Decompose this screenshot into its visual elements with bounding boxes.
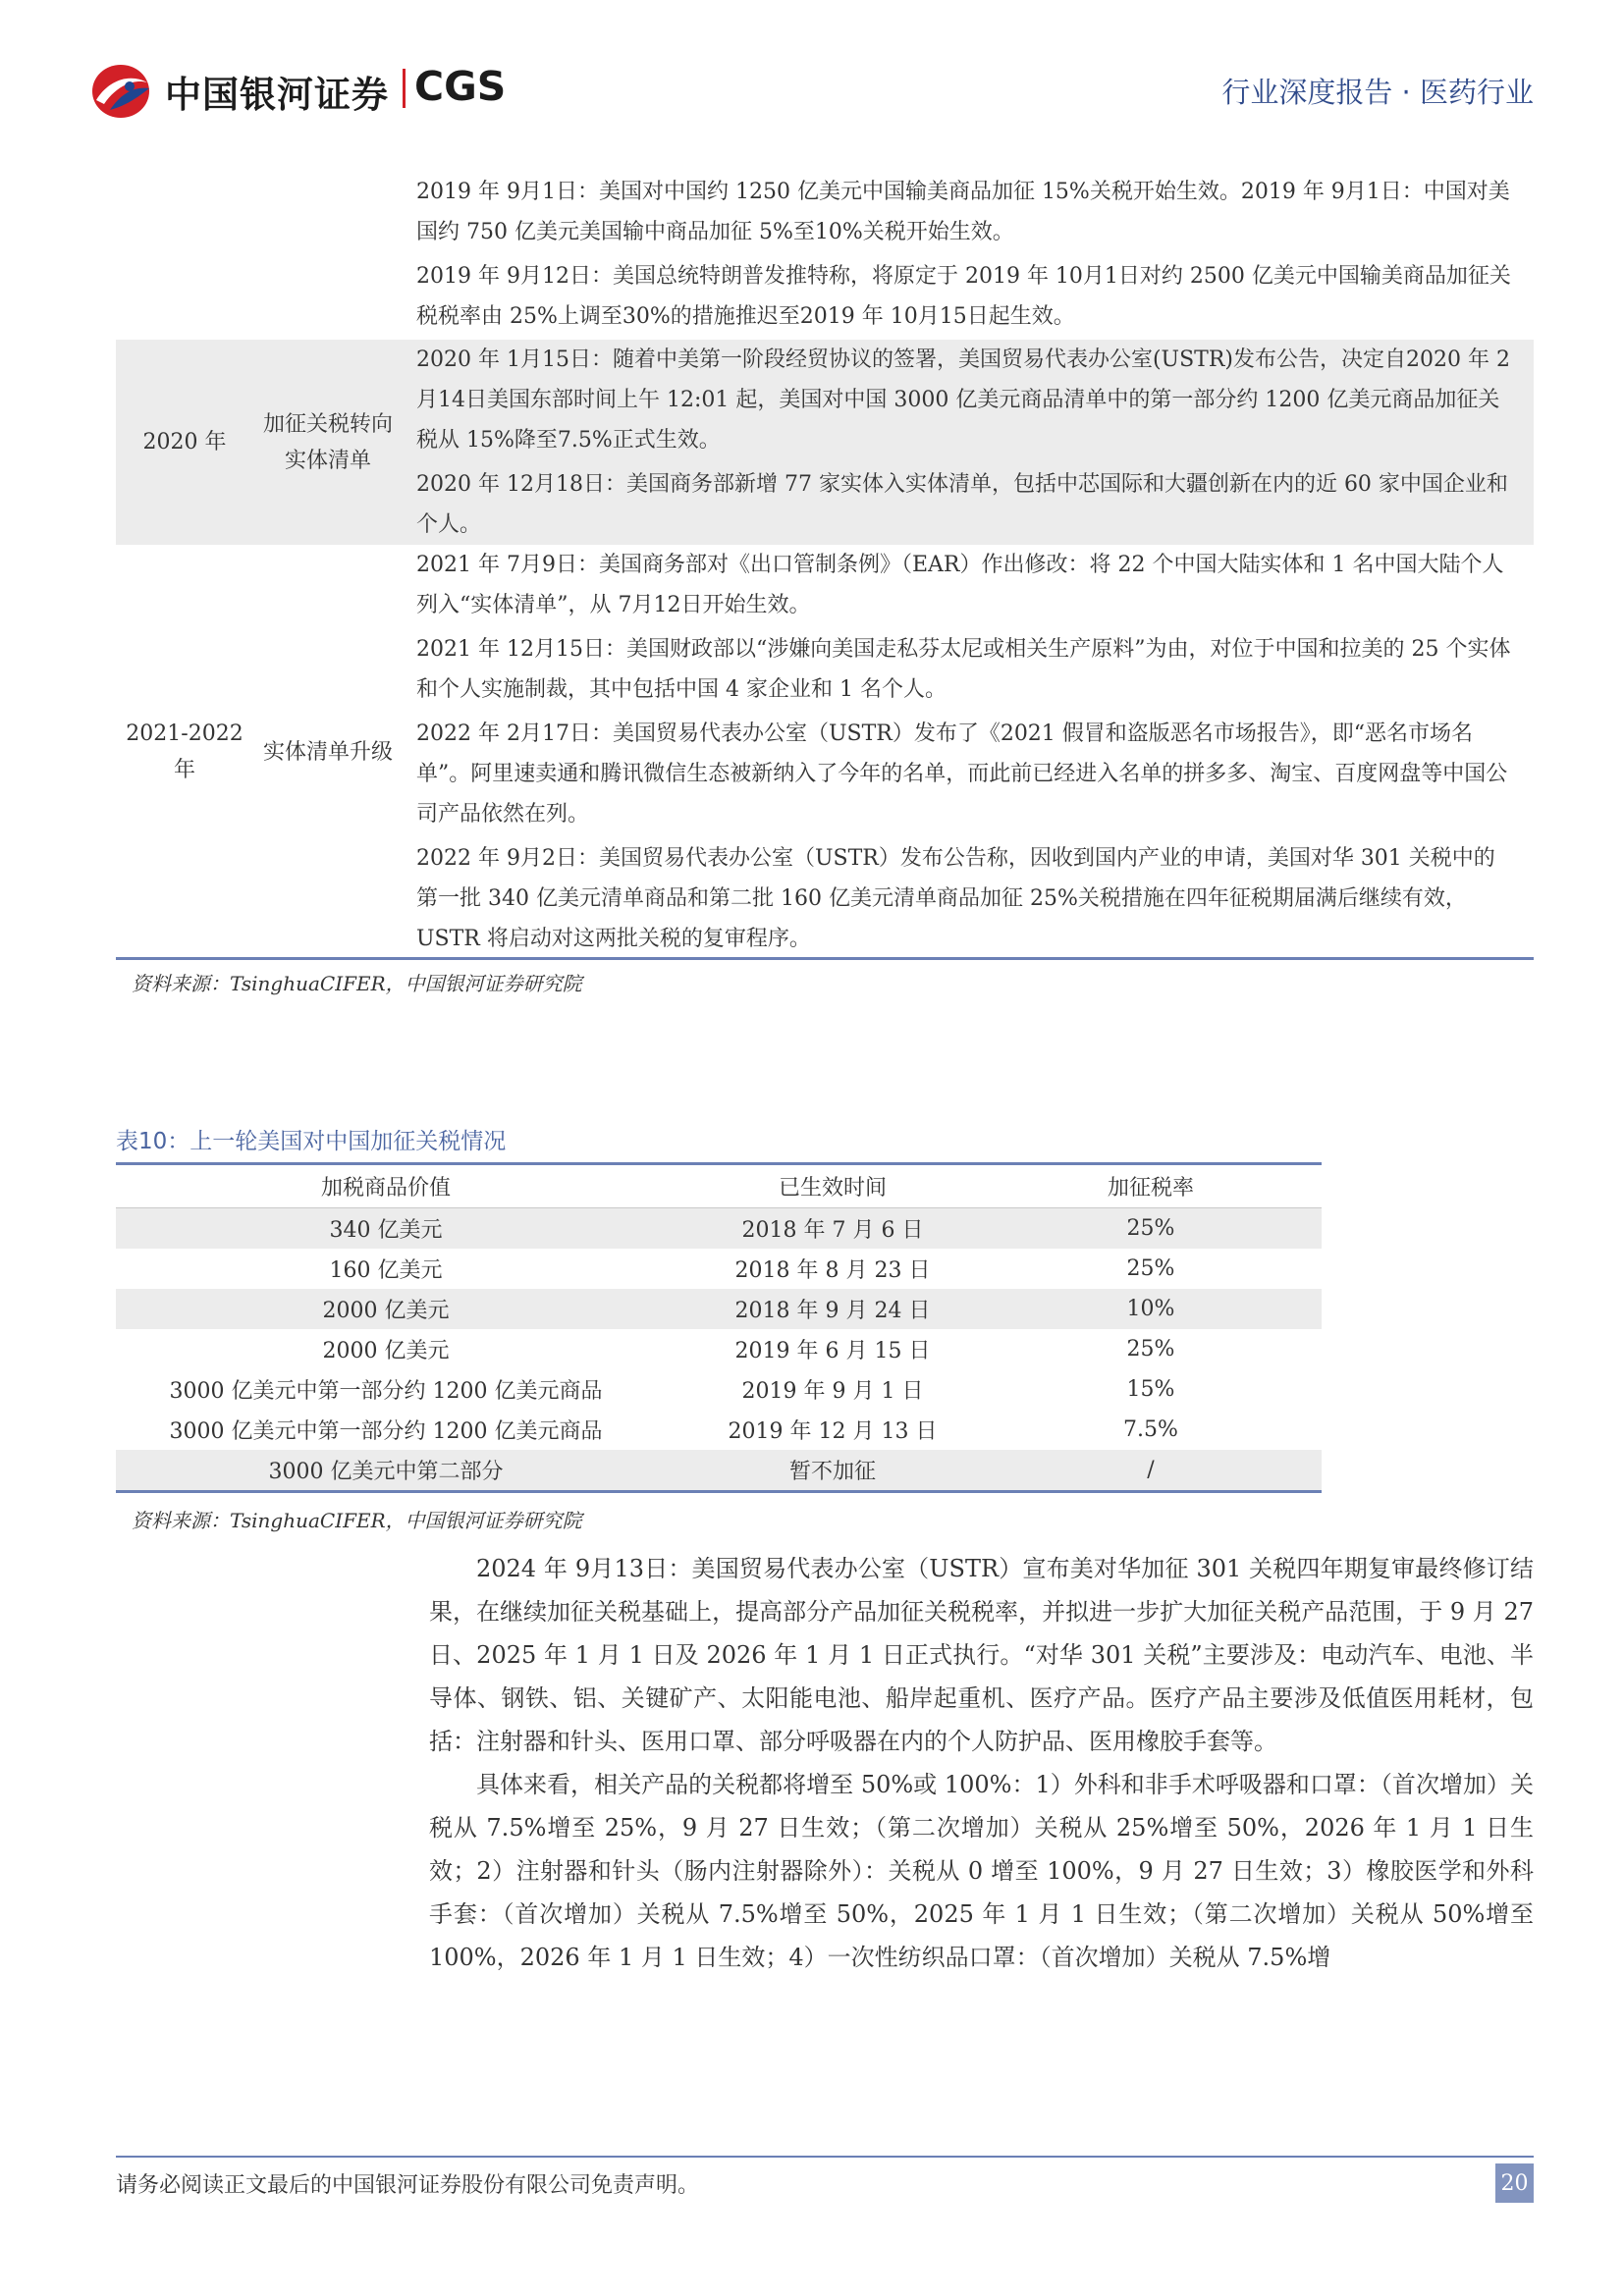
year-cell: 2020 年 (142, 430, 227, 454)
tariff-rate-cell: 15% (1126, 1377, 1175, 1402)
timeline-table (116, 172, 1534, 959)
galaxy-logo-icon (90, 63, 151, 120)
detail-cell (403, 172, 1534, 337)
table-source-note: 资料来源：TsinghuaCIFER，中国银河证券研究院 (132, 972, 582, 995)
detail-text: 2022 年 9月2日：美国贸易代表办公室（USTR）发布公告称，因收到国内产业的申请，美国对华 301 关税中的第一批 340 亿美元清单商品和第二批 160 亿美元清单商品加征 25%关税措施在四年征税期届满后继续有效，USTR 将启动对这两批关税的复审程序。 (416, 846, 1495, 951)
event-cell: 加征关税转向实体清单 (262, 411, 393, 473)
table-row (116, 1369, 1322, 1410)
goods-value-cell: 340 亿美元 (329, 1218, 443, 1243)
table-header-row (116, 1165, 1322, 1208)
logo-chinese-name: 中国银河证券 (165, 74, 389, 116)
column-header: 加征税率 (1107, 1176, 1194, 1201)
detail-text: 2022 年 2月17日：美国贸易代表办公室（USTR）发布了《2021 假冒和盗版恶名市场报告》，即“恶名市场名单”。阿里速卖通和腾讯微信生态被新纳入了今年的名单，而此前已经进入名单的拼多多、淘宝、百度网盘等中国公司产品依然在列。 (416, 721, 1508, 827)
table-row (116, 340, 1534, 545)
effective-date-cell: 暂不加征 (788, 1460, 876, 1484)
table-row (116, 545, 1534, 959)
detail-text: 2020 年 1月15日：随着中美第一阶段经贸协议的签署，美国贸易代表办公室(USTR)发布公告，决定自2020 年 2月14日美国东部时间上午 12:01 起，美国对中国 3000 亿美元商品清单中的第一部分约 1200 亿美元商品加征关税从 15%降至7.5%正式生效。 (416, 347, 1510, 453)
table-caption: 表10：上一轮美国对中国加征关税情况 (116, 1129, 507, 1154)
goods-value-cell: 3000 亿美元中第二部分 (268, 1460, 504, 1484)
year-cell: 2021-2022 年 (126, 721, 244, 782)
table-row (116, 1208, 1322, 1249)
table-bottom-rule (116, 957, 1534, 960)
detail-text: 2021 年 7月9日：美国商务部对《出口管制条例》（EAR）作出修改：将 22 个中国大陆实体和 1 名中国大陆个人列入“实体清单”，从 7月12日开始生效。 (416, 553, 1504, 617)
report-type-label: 行业深度报告 · 医药行业 (1221, 76, 1534, 109)
detail-text: 2019 年 9月12日：美国总统特朗普发推特称，将原定于 2019 年 10月1日对约 2500 亿美元中国输美商品加征关税税率由 25%上调至30%的措施推迟至2019 年 10月15日起生效。 (416, 264, 1511, 329)
goods-value-cell: 3000 亿美元中第一部分约 1200 亿美元商品 (169, 1419, 603, 1444)
tariff-rate-cell: 25% (1126, 1256, 1175, 1281)
detail-cell (403, 545, 1534, 959)
effective-date-cell: 2018 年 9 月 24 日 (734, 1299, 931, 1323)
logo-english-name: CGS (414, 63, 507, 110)
goods-value-cell: 2000 亿美元 (322, 1299, 450, 1323)
column-header: 加税商品价值 (320, 1176, 451, 1201)
tariff-rate-cell: / (1147, 1458, 1155, 1482)
effective-date-cell: 2018 年 8 月 23 日 (734, 1258, 931, 1283)
goods-value-cell: 160 亿美元 (329, 1258, 443, 1283)
page-header (0, 0, 1624, 128)
table-row (116, 1410, 1322, 1450)
table-row (116, 1450, 1322, 1490)
effective-date-cell: 2019 年 9 月 1 日 (741, 1379, 924, 1404)
event-cell (253, 172, 403, 337)
footer-disclaimer: 请务必阅读正文最后的中国银河证券股份有限公司免责声明。 (116, 2173, 700, 2198)
detail-text: 2019 年 9月1日：美国对中国约 1250 亿美元中国输美商品加征 15%关税开始生效。2019 年 9月1日：中国对美国约 750 亿美元美国输中商品加征 5%至10%关税开始生效。 (416, 180, 1510, 244)
body-paragraph: 2024 年 9月13日：美国贸易代表办公室（USTR）宣布美对华加征 301 关税四年期复审最终修订结果，在继续加征关税基础上，提高部分产品加征关税税率，并拟进一步扩大加征关税产品范围，于 9 月 27 日、2025 年 1 月 1 日及 2026 年 1 月 1 日正式执行。“对华 301 关税”主要涉及：电动汽车、电池、半导体、钢铁、铝、关键矿产、太阳能电池、船岸起重机、医疗产品。医疗产品主要涉及低值医用耗材，包括：注射器和针头、医用口罩、部分呼吸器在内的个人防护品、医用橡胶手套等。 (429, 1555, 1534, 1755)
tariff-rate-cell: 25% (1126, 1337, 1175, 1362)
footer-rule (116, 2156, 1534, 2158)
goods-value-cell: 2000 亿美元 (322, 1339, 450, 1363)
page-number: 20 (1495, 2163, 1534, 2203)
body-paragraph: 具体来看，相关产品的关税都将增至 50%或 100%：1）外科和非手术呼吸器和口罩：（首次增加）关税从 7.5%增至 25%，9 月 27 日生效；（第二次增加）关税从 25%增至 50%，2026 年 1 月 1 日生效；2）注射器和针头（肠内注射器除外）：关税从 0 增至 100%，9 月 27 日生效；3）橡胶医学和外科手套：（首次增加）关税从 7.5%增至 50%，2025 年 1 月 1 日生效；（第二次增加）关税从 50%增至 100%，2026 年 1 月 1 日生效；4）一次性纺织品口罩：（首次增加）关税从 7.5%增 (429, 1771, 1534, 1971)
effective-date-cell: 2019 年 6 月 15 日 (734, 1339, 931, 1363)
tariff-rate-cell: 25% (1126, 1216, 1175, 1241)
effective-date-cell: 2018 年 7 月 6 日 (741, 1218, 924, 1243)
event-cell: 实体清单升级 (262, 739, 393, 765)
table-row (116, 1249, 1322, 1289)
tariff-rate-cell: 10% (1126, 1297, 1175, 1321)
table-row (116, 1329, 1322, 1369)
table-row (116, 1289, 1322, 1329)
goods-value-cell: 3000 亿美元中第一部分约 1200 亿美元商品 (169, 1379, 603, 1404)
detail-cell (403, 340, 1534, 545)
detail-text: 2021 年 12月15日：美国财政部以“涉嫌向美国走私芬太尼或相关生产原料”为由，对位于中国和拉美的 25 个实体和个人实施制裁，其中包括中国 4 家企业和 1 名个人。 (416, 637, 1511, 702)
effective-date-cell: 2019 年 12 月 13 日 (728, 1419, 938, 1444)
table-bottom-rule (116, 1490, 1322, 1493)
detail-text: 2020 年 12月18日：美国商务部新增 77 家实体入实体清单，包括中芯国际和大疆创新在内的近 60 家中国企业和个人。 (416, 472, 1508, 537)
table-source-note: 资料来源：TsinghuaCIFER，中国银河证券研究院 (132, 1509, 582, 1532)
tariff-rate-cell: 7.5% (1123, 1417, 1178, 1442)
column-header: 已生效时间 (778, 1176, 887, 1201)
year-cell (116, 172, 253, 337)
body-text (429, 1547, 1534, 1979)
tariff-table (116, 1162, 1322, 1493)
table-row (116, 172, 1534, 337)
logo-separator (403, 69, 406, 108)
